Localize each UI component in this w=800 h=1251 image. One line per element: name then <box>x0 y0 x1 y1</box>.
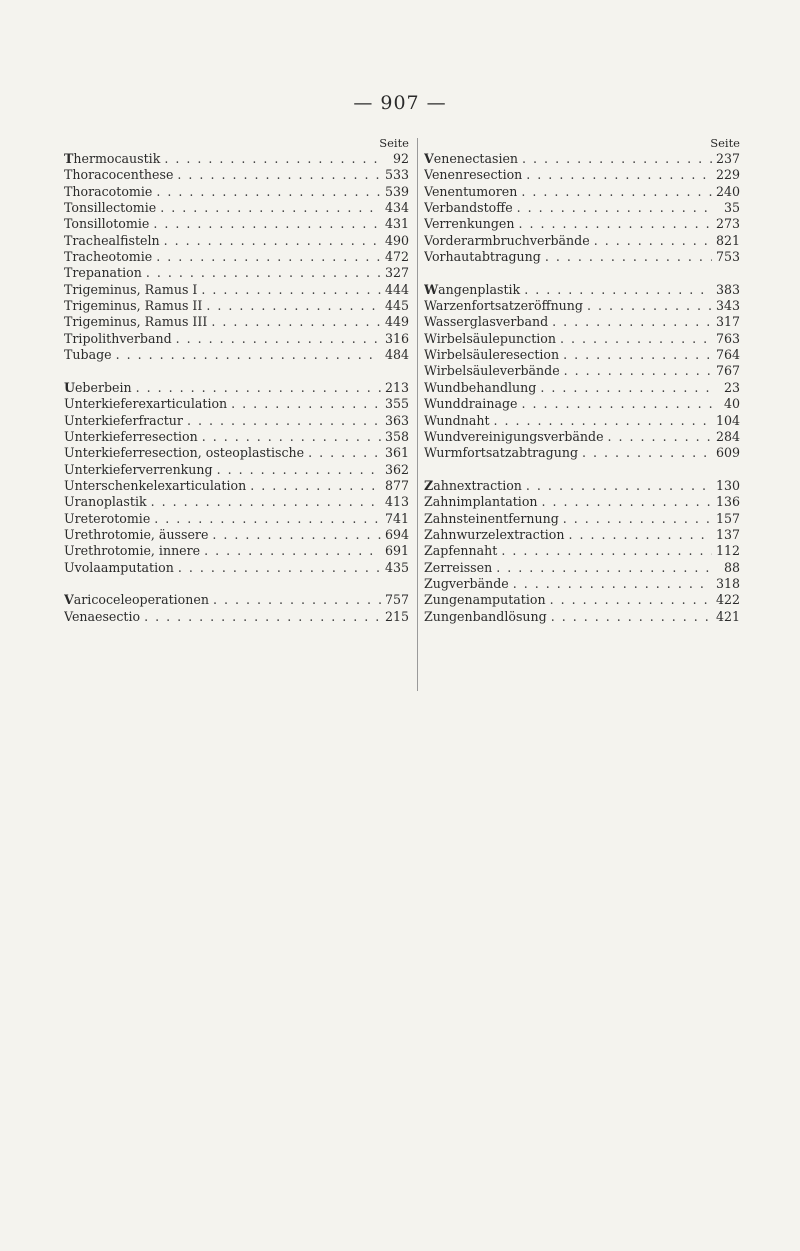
index-entry <box>424 249 740 265</box>
page-reference: 767 <box>715 363 740 379</box>
dot-leader <box>160 233 381 249</box>
index-term: Wangenplastik <box>424 281 521 297</box>
dot-leader <box>604 429 712 445</box>
index-entry <box>424 314 740 330</box>
index-term: Unterkieferfractur <box>64 412 183 428</box>
index-entry <box>424 380 740 396</box>
page-reference: 35 <box>723 200 740 216</box>
page-reference: 757 <box>384 592 409 608</box>
index-entry <box>64 429 409 445</box>
page-reference: 358 <box>384 428 409 444</box>
index-term: Venaesectio <box>64 608 141 624</box>
page-reference: 88 <box>723 559 740 575</box>
page-reference: 539 <box>384 183 409 199</box>
index-term: Trachealfisteln <box>64 232 160 248</box>
index-term: Wundnaht <box>424 412 490 428</box>
page-reference: 821 <box>715 232 740 248</box>
dot-leader <box>547 609 712 625</box>
dot-leader <box>559 347 712 363</box>
dot-leader <box>497 543 712 559</box>
page-reference: 431 <box>384 216 409 232</box>
page-reference: 23 <box>723 379 740 395</box>
page-reference: 229 <box>715 167 740 183</box>
page-number: — 907 — <box>353 92 447 114</box>
index-entry <box>424 282 740 298</box>
dot-leader <box>132 380 381 396</box>
page-reference: 694 <box>384 526 409 542</box>
dot-leader <box>538 494 712 510</box>
page-reference: 213 <box>384 379 409 395</box>
page-reference: 361 <box>384 445 409 461</box>
page-reference: 383 <box>715 281 740 297</box>
dot-leader <box>578 445 712 461</box>
index-entry <box>64 462 409 478</box>
index-term: Verrenkungen <box>424 216 515 232</box>
index-term: Ueberbein <box>64 379 132 395</box>
index-entry <box>424 396 740 412</box>
dot-leader <box>522 167 712 183</box>
page-reference: 327 <box>384 265 409 281</box>
index-term: Tonsillectomie <box>64 200 157 216</box>
index-term: Zugverbände <box>424 575 509 591</box>
index-entry <box>64 396 409 412</box>
dot-leader <box>174 560 381 576</box>
index-term: Urethrotomie, innere <box>64 543 201 559</box>
index-entry <box>424 560 740 576</box>
dot-leader <box>560 363 712 379</box>
index-entry <box>64 478 409 494</box>
index-entry <box>424 494 740 510</box>
page-reference: 691 <box>384 543 409 559</box>
index-term: Uvolaamputation <box>64 559 174 575</box>
index-term: Thoracotomie <box>64 183 153 199</box>
page-reference: 753 <box>715 249 740 265</box>
dot-leader <box>152 249 381 265</box>
index-term: Zahnextraction <box>424 477 522 493</box>
dot-leader <box>583 298 712 314</box>
dot-leader <box>514 216 712 232</box>
page-reference: 317 <box>715 314 740 330</box>
index-term: Venentumoren <box>424 183 518 199</box>
page-reference: 422 <box>715 592 740 608</box>
index-entry <box>424 184 740 200</box>
dot-leader <box>149 216 381 232</box>
index-entry <box>64 445 409 461</box>
page-reference: 764 <box>715 347 740 363</box>
index-term: Urethrotomie, äussere <box>64 526 209 542</box>
dot-leader <box>246 478 381 494</box>
dot-leader <box>147 494 381 510</box>
index-term: Tubage <box>64 347 112 363</box>
page-reference: 240 <box>715 183 740 199</box>
page-reference: 413 <box>384 494 409 510</box>
index-term: Wirbelsäuleresection <box>424 347 560 363</box>
index-term: Tonsillotomie <box>64 216 150 232</box>
page-reference: 533 <box>384 167 409 183</box>
page-reference: 363 <box>384 412 409 428</box>
page-reference: 435 <box>384 559 409 575</box>
index-entry <box>64 249 409 265</box>
page-reference: 609 <box>715 445 740 461</box>
page-reference: 273 <box>715 216 740 232</box>
index-entry <box>424 609 740 625</box>
column-divider <box>417 138 418 691</box>
index-term: Unterkieferresection, osteoplastische <box>64 445 305 461</box>
page-reference: 318 <box>715 575 740 591</box>
dot-leader <box>160 151 381 167</box>
dot-leader <box>207 314 381 330</box>
index-term: Unterkieferresection <box>64 428 198 444</box>
index-entry <box>424 216 740 232</box>
dot-leader <box>517 184 712 200</box>
index-entries-left <box>64 151 409 625</box>
page-reference: 104 <box>715 412 740 428</box>
index-entry <box>64 527 409 543</box>
index-entry <box>64 233 409 249</box>
index-term: Varicoceleoperationen <box>64 592 209 608</box>
dot-leader <box>490 413 712 429</box>
page-reference: 316 <box>384 330 409 346</box>
page-reference: 92 <box>392 151 409 166</box>
dot-leader <box>112 347 381 363</box>
index-entry <box>64 413 409 429</box>
dot-leader <box>202 298 381 314</box>
page-reference: 444 <box>384 281 409 297</box>
index-entry <box>424 413 740 429</box>
dot-leader <box>559 511 712 527</box>
index-entry <box>64 167 409 183</box>
page-column-header: Seite <box>710 136 740 150</box>
index-term: Ureterotomie <box>64 510 151 526</box>
dot-leader <box>208 527 381 543</box>
dot-leader <box>200 543 381 559</box>
index-term: Wirbelsäuleverbände <box>424 363 560 379</box>
index-term: Venenectasien <box>424 151 519 166</box>
index-entry <box>64 380 409 396</box>
index-entry <box>424 363 740 379</box>
page-reference: 490 <box>384 232 409 248</box>
dot-leader <box>304 445 381 461</box>
index-term: Vorhautabtragung <box>424 249 541 265</box>
page-reference: 445 <box>384 298 409 314</box>
index-term: Trepanation <box>64 265 142 281</box>
index-term: Uranoplastik <box>64 494 147 510</box>
dot-leader <box>556 331 712 347</box>
dot-leader <box>156 200 381 216</box>
page-reference: 362 <box>384 461 409 477</box>
group-spacer <box>64 576 409 592</box>
page-reference: 215 <box>384 608 409 624</box>
page-reference: 741 <box>384 510 409 526</box>
index-column-left <box>64 136 409 625</box>
dot-leader <box>140 609 381 625</box>
dot-leader <box>590 233 712 249</box>
page-reference: 421 <box>715 608 740 624</box>
index-term: Unterkieferexarticulation <box>64 396 228 412</box>
index-entry <box>64 592 409 608</box>
index-term: Unterkieferverrenkung <box>64 461 213 477</box>
index-entry <box>64 494 409 510</box>
index-entry <box>64 151 409 167</box>
index-term: Wunddrainage <box>424 396 518 412</box>
page-reference: 877 <box>384 477 409 493</box>
dot-leader <box>198 429 381 445</box>
index-entry <box>424 511 740 527</box>
group-spacer <box>64 363 409 379</box>
index-term: Venenresection <box>424 167 523 183</box>
index-term: Zapfennaht <box>424 543 498 559</box>
page-reference: 343 <box>715 298 740 314</box>
page-column-header: Seite <box>379 136 409 150</box>
dot-leader <box>142 265 381 281</box>
dot-leader <box>213 462 381 478</box>
dot-leader <box>541 249 712 265</box>
dot-leader <box>509 576 712 592</box>
index-term: Trigeminus, Ramus II <box>64 298 203 314</box>
index-term: Wundbehandlung <box>424 379 537 395</box>
index-term: Trigeminus, Ramus I <box>64 281 198 297</box>
dot-leader <box>150 511 381 527</box>
index-entry <box>424 151 740 167</box>
index-entry <box>64 560 409 576</box>
index-term: Unterschenkelexarticulation <box>64 477 247 493</box>
dot-leader <box>522 478 712 494</box>
page-reference: 136 <box>715 494 740 510</box>
index-entry <box>424 592 740 608</box>
index-entry <box>64 200 409 216</box>
index-entry <box>64 282 409 298</box>
dot-leader <box>518 151 712 167</box>
dot-leader <box>517 396 712 412</box>
index-entry <box>424 543 740 559</box>
index-entry <box>64 347 409 363</box>
index-term: Tripolithverband <box>64 330 172 346</box>
index-term: Zungenamputation <box>424 592 546 608</box>
page-reference: 137 <box>715 526 740 542</box>
dot-leader <box>520 282 712 298</box>
index-entry <box>424 429 740 445</box>
group-spacer <box>424 265 740 281</box>
page-reference: 434 <box>384 200 409 216</box>
dot-leader <box>492 560 712 576</box>
index-term: Wundvereinigungsverbände <box>424 428 604 444</box>
index-term: Verbandstoffe <box>424 200 513 216</box>
page-reference: 484 <box>384 347 409 363</box>
index-entry <box>424 200 740 216</box>
index-entry <box>64 216 409 232</box>
index-term: Wirbelsäulepunction <box>424 330 556 346</box>
index-entry <box>424 527 740 543</box>
index-entry <box>64 184 409 200</box>
index-entry <box>64 265 409 281</box>
page-reference: 449 <box>384 314 409 330</box>
index-entry <box>424 445 740 461</box>
index-term: Warzenfortsatzeröffnung <box>424 298 583 314</box>
index-entry <box>424 331 740 347</box>
page-reference: 284 <box>715 428 740 444</box>
dot-leader <box>227 396 381 412</box>
index-entry <box>424 167 740 183</box>
index-entry <box>64 298 409 314</box>
dot-leader <box>183 413 381 429</box>
page-reference: 355 <box>384 396 409 412</box>
index-term: Zahnimplantation <box>424 494 538 510</box>
dot-leader <box>209 592 381 608</box>
index-term: Zahnwurzelextraction <box>424 526 565 542</box>
page-reference: 237 <box>715 151 740 166</box>
index-term: Zungenbandlösung <box>424 608 547 624</box>
dot-leader <box>173 167 381 183</box>
dot-leader <box>565 527 713 543</box>
index-entry <box>64 609 409 625</box>
dot-leader <box>152 184 381 200</box>
index-entry <box>424 298 740 314</box>
index-entry <box>64 511 409 527</box>
dot-leader <box>197 282 381 298</box>
page-reference: 763 <box>715 330 740 346</box>
index-entry <box>424 347 740 363</box>
dot-leader <box>548 314 712 330</box>
page-reference: 40 <box>723 396 740 412</box>
page-reference: 112 <box>715 543 740 559</box>
index-column-right <box>424 136 740 625</box>
index-term: Trigeminus, Ramus III <box>64 314 208 330</box>
index-entry <box>64 331 409 347</box>
index-entry <box>64 314 409 330</box>
index-entry <box>424 576 740 592</box>
index-term: Vorderarmbruchverbände <box>424 232 590 248</box>
index-term: Tracheotomie <box>64 249 153 265</box>
dot-leader <box>536 380 712 396</box>
dot-leader <box>513 200 712 216</box>
page-reference: 472 <box>384 249 409 265</box>
index-term: Thoracocenthese <box>64 167 174 183</box>
index-term: Thermocaustik <box>64 151 161 166</box>
index-entries-right <box>424 151 740 625</box>
index-term: Zerreissen <box>424 559 493 575</box>
page-reference: 157 <box>715 510 740 526</box>
index-term: Wurmfortsatzabtragung <box>424 445 579 461</box>
dot-leader <box>546 592 712 608</box>
index-term: Wasserglasverband <box>424 314 549 330</box>
group-spacer <box>424 462 740 478</box>
index-entry <box>424 233 740 249</box>
page-reference: 130 <box>715 477 740 493</box>
index-term: Zahnsteinentfernung <box>424 510 559 526</box>
index-entry <box>64 543 409 559</box>
dot-leader <box>172 331 381 347</box>
index-entry <box>424 478 740 494</box>
